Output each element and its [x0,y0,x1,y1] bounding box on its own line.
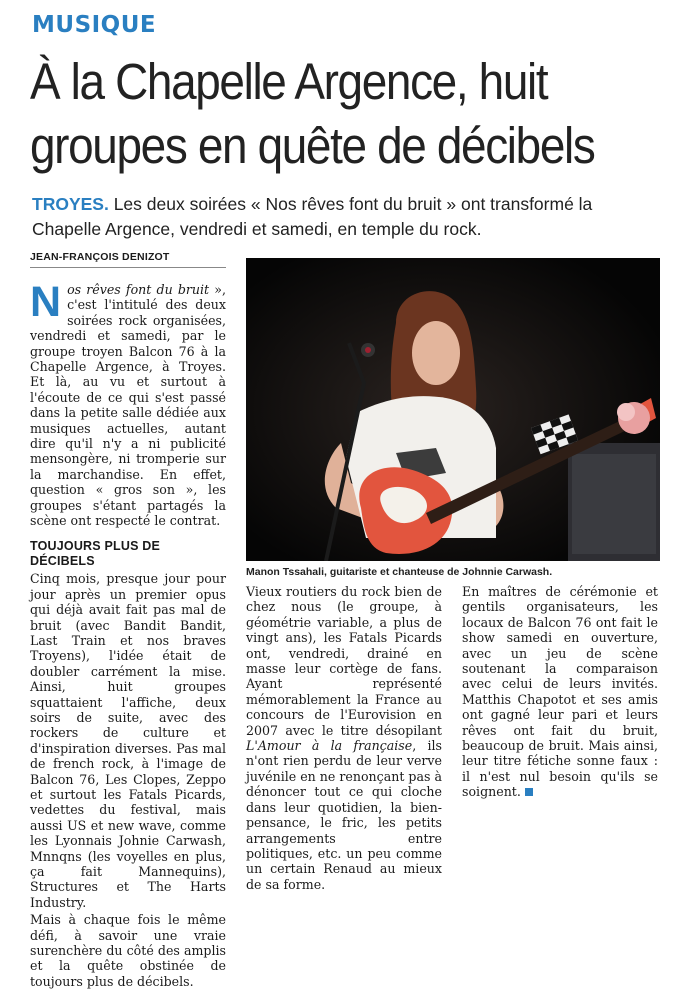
headline: À la Chapelle Argence, huit groupes en quête de décibels [30,53,595,174]
paragraph-text: », c'est l'intitulé des deux soirées rock organisées, vendredi et samedi, par le groupe troyen Balcon 76 à la Chapelle Argence, à Troyes. Et là, au vu et surtout à l'écoute de ce qui s'est passé dans la petite salle dédiée aux musiques actuelles, autant dire qu'il n'y a ni publicité mensongère, ni tromperie sur la marchandise. En effet, question « gros son », les groupes s'étant partagés la scène ont respecté le contrat. [30,282,226,529]
article-column-1 [30,278,226,989]
end-mark [525,788,533,796]
article-column-3 [462,584,658,800]
article-paragraph-3: Mais à chaque fois le même défi, à savoir une vraie surenchère du côté des amplis et la quête obstinée de toujours plus de décibels. [30,912,226,989]
photo-illustration [246,258,660,561]
byline-divider [30,267,226,268]
article-paragraph-4 [246,584,442,892]
lead-place: TROYES. [32,194,109,214]
byline: JEAN-FRANÇOIS DENIZOT [30,251,170,263]
drop-cap: N [30,278,62,326]
article-paragraph-1 [30,278,226,529]
paragraph-text: En maîtres de cérémonie et gentils organisateurs, les locaux de Balcon 76 ont fait le show samedi en ouverture, avec un jeu de scène soutenant la comparaison avec celui de leurs invités. Matthis Chapotot et ses amis ont gagné leur pari et leurs rêves ont fait du bruit, beaucoup de bruit. Mais ainsi, leur titre fétiche sonne faux : il n'est nul besoin qu'ils se soignent. [462,584,658,800]
song-title: L'Amour à la française [246,738,413,754]
quoted-title: os rêves font du bruit [67,282,210,297]
section-rubric: MUSIQUE [32,12,157,38]
paragraph-text: , ils n'ont rien perdu de leur verve juvénile en ne renonçant pas à dénoncer tout ce qui cloche dans leur quotidien, la bien-pensance, le fric, les petits arrangements entre politiques, etc. un peu comme un certain Renaud au mieux de sa forme. [246,738,443,892]
subheading: TOUJOURS PLUS DE DÉCIBELS [30,538,161,568]
article-paragraph-2: Cinq mois, presque jour pour jour après un premier opus qui déjà avait fait pas mal de bruit (avec Bandit Bandit, Last Train et nos braves Troyens), l'idée était de doubler carrément la mise. Ainsi, huit groupes squattaient l'affiche, deux soirs de suite, avec des rockers de culture et d'inspiration diverses. Pas mal de french rock, à l'image de Balcon 76, Les Clopes, Zeppo et surtout les Fatals Picards, vedettes du festival, mais aussi US et new wave, comme les Lyonnais Johnie Carwash, Mnnqns (les voyelles en plus, ça fait Mannequins), Structures et The Harts Industry. [30,571,226,910]
concert-photo [246,258,660,561]
lead-paragraph [32,192,652,242]
photo-caption: Manon Tssahali, guitariste et chanteuse de Johnnie Carwash. [246,566,553,578]
lead-text: Les deux soirées « Nos rêves font du bruit » ont transformé la Chapelle Argence, vendredi et samedi, en temple du rock. [32,194,593,239]
paragraph-text: Vieux routiers du rock bien de chez nous (le groupe, à géométrie variable, a plus de vingt ans), les Fatals Picards ont, vendredi, drainé en masse leur cortège de fans. Ayant représenté mémorablement la France au concours de l'Eurovision en 2007 avec le titre désopilant [246,584,442,738]
article-column-2 [246,584,442,892]
article-paragraph-5 [462,584,658,800]
